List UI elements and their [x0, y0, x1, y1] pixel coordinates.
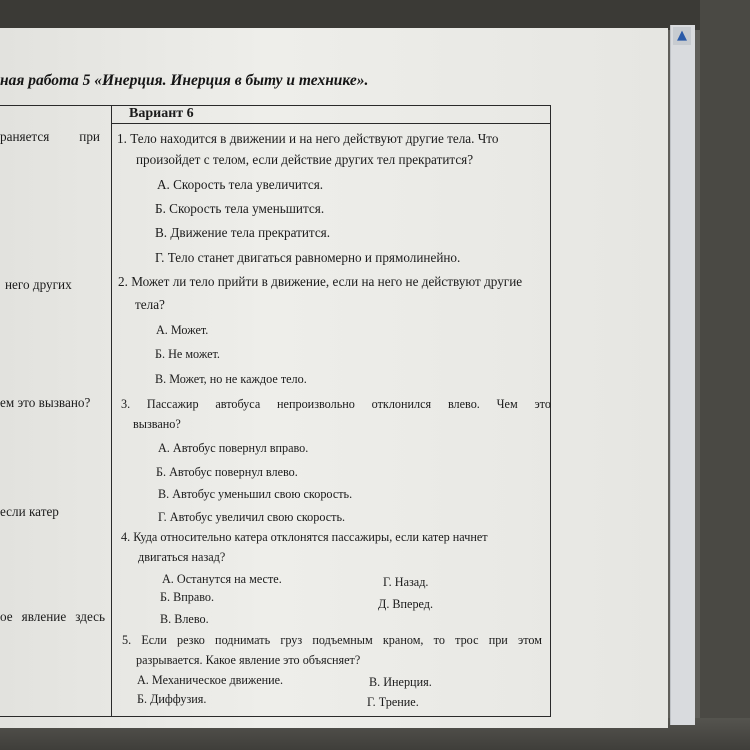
question-5-line-2: разрывается. Какое явление это объясняет?: [136, 653, 361, 667]
left-fragment-4: если катер: [0, 504, 59, 519]
scroll-up-arrow-icon[interactable]: ▲: [673, 27, 691, 45]
vertical-scrollbar[interactable]: [670, 25, 695, 725]
question-4-option-e: Д. Вперед.: [378, 597, 434, 611]
question-4-option-d: Г. Назад.: [383, 575, 429, 589]
table-header-border: [111, 123, 551, 124]
question-3-option-a: А. Автобус повернул вправо.: [158, 441, 309, 455]
question-2-option-c: В. Может, но не каждое тело.: [155, 372, 307, 386]
question-5-line-1: 5. Если резко поднимать груз подъемным краном, то трос при этом: [122, 633, 542, 647]
variant-title: Вариант 6: [129, 106, 194, 121]
question-4-option-b: Б. Вправо.: [160, 590, 215, 604]
question-2-line-1: 2. Может ли тело прийти в движение, если на него не действуют другие: [118, 274, 523, 289]
question-2-option-b: Б. Не может.: [155, 347, 220, 361]
question-4-line-1: 4. Куда относительно катера отклонятся пассажиры, если катер начнет: [121, 530, 488, 544]
question-1-option-d: Г. Тело станет двигаться равномерно и прямолинейно.: [155, 250, 461, 265]
question-1-option-a: А. Скорость тела увеличится.: [157, 177, 324, 192]
question-5-option-c: В. Инерция.: [369, 675, 432, 689]
table-bottom-border: [0, 716, 551, 717]
page-heading: ная работа 5 «Инерция. Инерция в быту и технике».: [0, 72, 369, 89]
question-4-option-a: А. Останутся на месте.: [162, 572, 282, 586]
question-5-option-a: А. Механическое движение.: [137, 673, 284, 687]
question-5-option-d: Г. Трение.: [367, 695, 419, 709]
question-2-line-2: тела?: [135, 297, 165, 312]
left-fragment-2: него других: [5, 277, 72, 292]
left-fragment-1: раняется при: [0, 129, 100, 144]
question-1-option-b: Б. Скорость тела уменьшится.: [155, 201, 325, 216]
question-5-option-b: Б. Диффузия.: [137, 692, 207, 706]
monitor-bezel-top: [0, 0, 750, 30]
question-3-option-c: В. Автобус уменьшил свою скорость.: [158, 487, 353, 501]
table-column-divider: [111, 105, 112, 716]
left-fragment-3: ем это вызвано?: [0, 395, 91, 410]
table-top-border: [0, 105, 551, 106]
left-fragment-5: ое явление здесь: [0, 609, 105, 624]
question-4-line-2: двигаться назад?: [138, 550, 226, 564]
monitor-bezel-right: [700, 0, 750, 750]
question-1-line-1: 1. Тело находится в движении и на него действуют другие тела. Что: [117, 131, 499, 146]
question-3-line-1: 3. Пассажир автобуса непроизвольно отклонился влево. Чем это: [121, 397, 551, 411]
question-3-option-d: Г. Автобус увеличил свою скорость.: [158, 510, 346, 524]
question-1-option-c: В. Движение тела прекратится.: [155, 225, 331, 240]
question-3-option-b: Б. Автобус повернул влево.: [156, 465, 298, 479]
question-1-line-2: произойдет с телом, если действие других тел прекратится?: [136, 152, 474, 167]
question-2-option-a: А. Может.: [156, 323, 209, 337]
question-3-line-2: вызвано?: [133, 417, 181, 431]
question-4-option-c: В. Влево.: [160, 612, 209, 626]
